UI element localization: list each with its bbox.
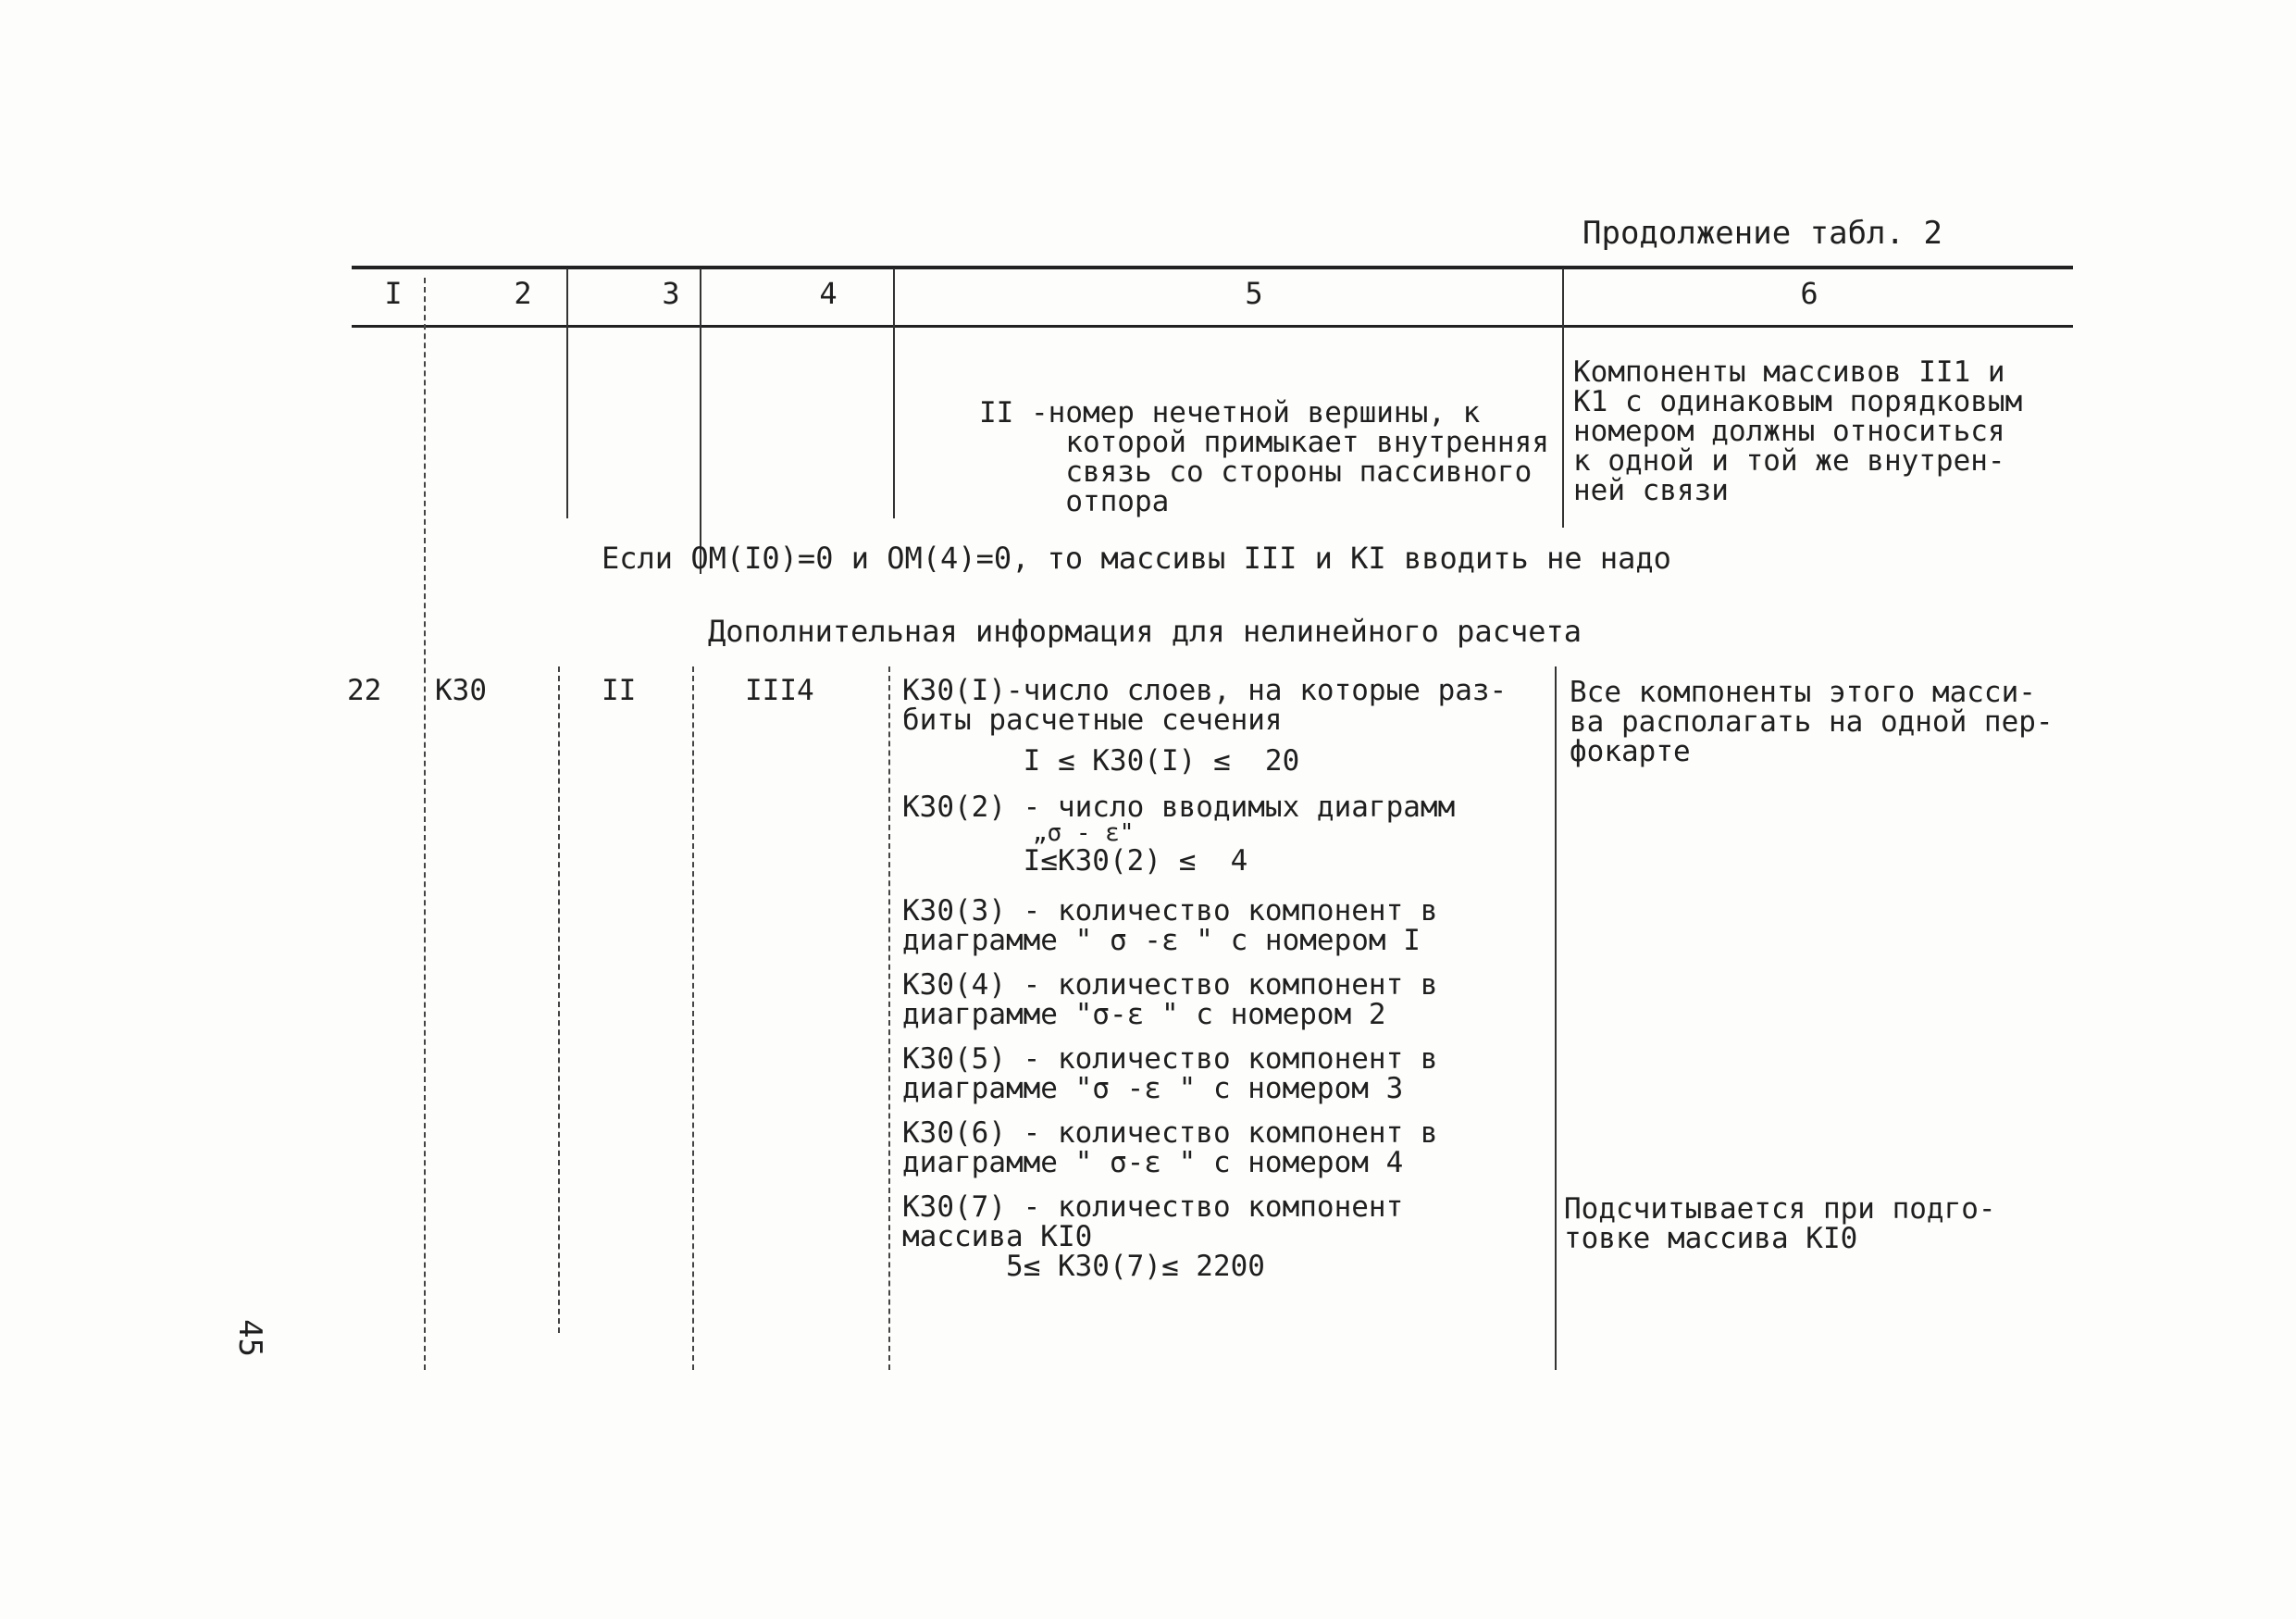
row22-col5-line-12: диаграмме "σ -ε " с номером 3 [902,1072,1404,1105]
row22-col6-b-line-1: Подсчитывается при подго- [1564,1192,1996,1226]
row22-col5-line-14: диаграмме " σ-ε " с номером 4 [902,1146,1404,1179]
header-col-1: I [384,276,403,311]
pre-col5-line-2: которой примыкает внутренняя [979,426,1549,459]
note-zero-arrays: Если ОМ(I0)=0 и ОМ(4)=0, то массивы III и КI вводить не надо [602,541,1671,576]
header-col-4: 4 [819,276,838,311]
col-divider-4 [893,268,895,518]
col-divider-2 [566,268,568,518]
row22-col1: 22 [347,674,382,707]
row22-col6-a-line-1: Все компоненты этого масси- [1570,676,2036,709]
page-number: 45 [231,1319,268,1357]
col-divider-5b [1555,666,1557,1370]
col-divider-3 [700,268,701,574]
pre-col5-line-4: отпора [979,485,1170,518]
row22-col5-line-2: биты расчетные сечения [902,704,1283,737]
pre-col6-line-2: К1 с одинаковым порядковым [1573,385,2023,418]
row22-col5-line-9: К30(4) - количество компонент в [902,968,1438,1002]
row22-col5-line-7: К30(3) - количество компонент в [902,894,1438,928]
col-divider-4b [888,666,890,1370]
table-header-rule [352,325,2073,328]
row22-col3: II [602,674,637,707]
row22-col5-line-1: К30(I)-число слоев, на которые раз- [902,674,1508,707]
pre-col6-line-3: номером должны относиться [1573,415,2005,448]
table-top-rule [352,266,2073,269]
row22-col5-line-11: К30(5) - количество компонент в [902,1042,1438,1076]
row22-col6-a-line-3: фокарте [1570,735,1691,768]
row22-col5-line-10: диаграмме "σ-ε " с номером 2 [902,998,1386,1031]
row22-col5-line-15: К30(7) - количество компонент [902,1190,1404,1224]
header-col-2: 2 [514,276,532,311]
row22-col6-b-line-2: товке массива КI0 [1564,1222,1858,1255]
pre-col6-line-1: Компоненты массивов II1 и [1573,355,2005,389]
row22-col5-line-13: К30(6) - количество компонент в [902,1116,1438,1150]
row22-col5-line-3: I ≤ К30(I) ≤ 20 [902,744,1300,778]
pre-col5-line-3: связь со стороны пассивного [979,455,1533,489]
continuation-title: Продолжение табл. 2 [1582,215,1942,252]
row22-col2: К30 [435,674,487,707]
row22-col5-line-5: „σ - ε" [902,819,1135,847]
pre-col5-line-1: II -номер нечетной вершины, к [979,396,1481,430]
header-col-3: 3 [662,276,680,311]
col-divider-3b [692,666,694,1370]
header-col-6: 6 [1800,276,1818,311]
section-title: Дополнительная информация для нелинейного расчета [708,614,1582,649]
row22-col5-line-16: массива КI0 [902,1220,1093,1253]
row22-col5-line-17: 5≤ К30(7)≤ 2200 [902,1250,1265,1283]
pre-col6-line-4: к одной и той же внутрен- [1573,444,2005,478]
col-divider-2b [558,666,560,1333]
row22-col4: III4 [745,674,814,707]
row22-col6-a-line-2: ва располагать на одной пер- [1570,705,2054,739]
row22-col5-line-8: диаграмме " σ -ε " с номером I [902,924,1421,957]
header-col-5: 5 [1245,276,1263,311]
col-divider-5 [1562,268,1564,528]
row22-col5-line-6: I≤К30(2) ≤ 4 [902,844,1248,878]
col-divider-1 [424,278,426,1370]
pre-col6-line-5: ней связи [1573,474,1729,507]
row22-col5-line-4: К30(2) - число вводимых диаграмм [902,791,1456,824]
